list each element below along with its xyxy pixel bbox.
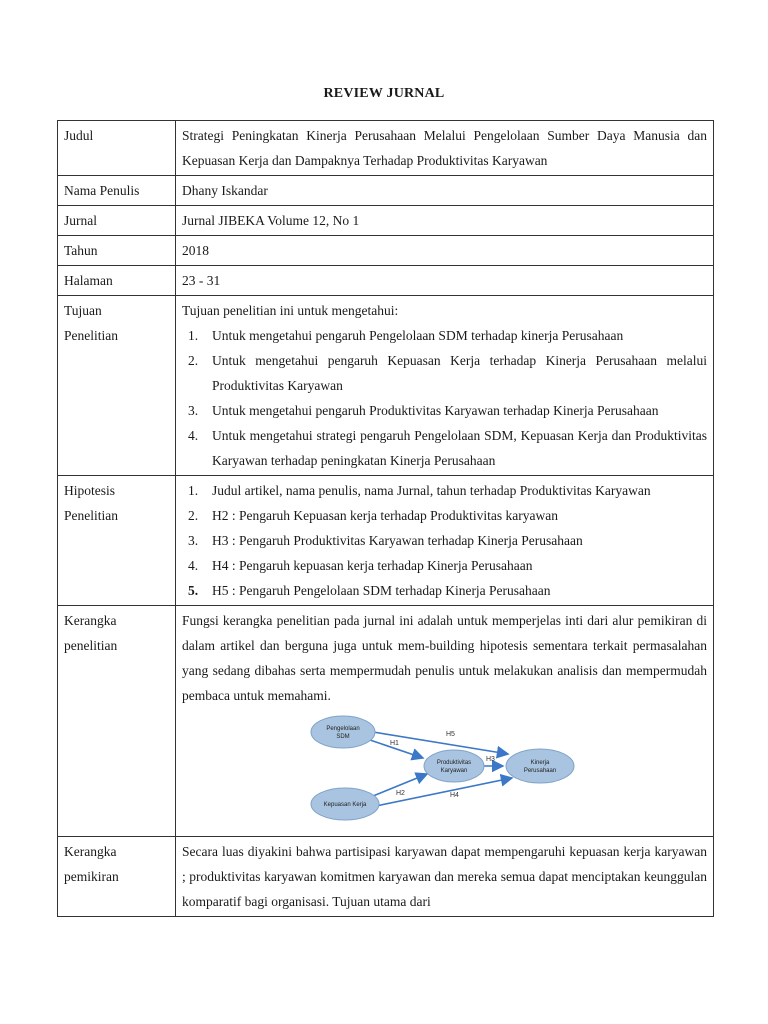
label-jurnal: Jurnal bbox=[58, 206, 176, 236]
research-framework-diagram bbox=[310, 714, 580, 826]
kerangka-pemikiran-text: Secara luas diyakini bahwa partisipasi karyawan dapat mempengaruhi kepuasan kerja karyawan ; produktivitas karyawan komitmen karyawan dan mereka semua dapat menciptakan keunggulan komparatif bagi organisasi. Tujuan utama dari bbox=[182, 844, 707, 909]
page-title: REVIEW JURNAL bbox=[323, 86, 445, 101]
row-tahun bbox=[58, 236, 714, 266]
value-hipotesis bbox=[176, 476, 714, 606]
node-label: Karyawan bbox=[440, 768, 467, 774]
label-kpm-line2: pemikiran bbox=[64, 869, 119, 884]
label-tujuan-line1: Tujuan bbox=[64, 303, 102, 318]
value-judul: Strategi Peningkatan Kinerja Perusahaan Melalui Pengelolaan Sumber Daya Manusia dan Kepuasan Kerja dan Dampaknya Terhadap Produktivitas Karyawan bbox=[176, 121, 714, 176]
value-penulis: Dhany Iskandar bbox=[176, 176, 714, 206]
label-tahun: Tahun bbox=[58, 236, 176, 266]
node-label: Kepuasan Kerja bbox=[323, 802, 366, 808]
value-tujuan bbox=[176, 296, 714, 476]
node-label: Pengelolaan bbox=[325, 726, 360, 732]
list-item: 3. H3 : Pengaruh Produktivitas Karyawan terhadap Kinerja Perusahaan bbox=[188, 533, 583, 548]
label-halaman: Halaman bbox=[58, 266, 176, 296]
label-kp-line1: Kerangka bbox=[64, 613, 117, 628]
value-kerangka-penelitian bbox=[176, 606, 714, 837]
edge-label: H4 bbox=[449, 792, 459, 799]
list-item: 4. Untuk mengetahui strategi pengaruh Pengelolaan SDM, Kepuasan Kerja dan Produktivitas Karyawan terhadap peningkatan Kinerja Perusahaan bbox=[188, 428, 707, 468]
node-produktivitas-karyawan bbox=[424, 750, 484, 782]
list-item: 3. Untuk mengetahui pengaruh Produktivitas Karyawan terhadap Kinerja Perusahaan bbox=[188, 403, 659, 418]
label-judul: Judul bbox=[58, 121, 176, 176]
tujuan-list bbox=[182, 323, 707, 473]
label-hipotesis bbox=[58, 476, 176, 606]
row-jurnal bbox=[58, 206, 714, 236]
label-tujuan-line2: Penelitian bbox=[64, 328, 118, 343]
edge-label: H5 bbox=[445, 731, 455, 738]
label-penulis: Nama Penulis bbox=[58, 176, 176, 206]
label-hipotesis-line2: Penelitian bbox=[64, 508, 118, 523]
node-label: Kinerja bbox=[530, 760, 549, 766]
row-judul bbox=[58, 121, 714, 176]
node-pengelolaan-sdm bbox=[311, 716, 375, 748]
value-jurnal: Jurnal JIBEKA Volume 12, No 1 bbox=[176, 206, 714, 236]
label-kp-line2: penelitian bbox=[64, 638, 118, 653]
list-item: 2. H2 : Pengaruh Kepuasan kerja terhadap Produktivitas karyawan bbox=[188, 508, 559, 523]
label-kerangka-penelitian bbox=[58, 606, 176, 837]
tujuan-intro: Tujuan penelitian ini untuk mengetahui: bbox=[182, 303, 399, 318]
edge-label: H1 bbox=[389, 740, 399, 747]
list-item: 1. Untuk mengetahui pengaruh Pengelolaan SDM terhadap kinerja Perusahaan bbox=[188, 328, 624, 343]
value-halaman: 23 - 31 bbox=[176, 266, 714, 296]
review-table bbox=[57, 120, 714, 917]
node-label: SDM bbox=[335, 734, 350, 740]
node-label: Perusahaan bbox=[523, 768, 556, 774]
row-penulis bbox=[58, 176, 714, 206]
edge-label: H2 bbox=[395, 790, 405, 797]
list-item: 4. H4 : Pengaruh kepuasan kerja terhadap Kinerja Perusahaan bbox=[188, 558, 533, 573]
label-tujuan bbox=[58, 296, 176, 476]
node-label: Produktivitas bbox=[436, 760, 471, 766]
row-hipotesis bbox=[58, 476, 714, 606]
list-item: 1. Judul artikel, nama penulis, nama Jurnal, tahun terhadap Produktivitas Karyawan bbox=[188, 483, 651, 498]
row-halaman bbox=[58, 266, 714, 296]
hipotesis-list bbox=[182, 478, 707, 603]
list-item: 5. H5 : Pengaruh Pengelolaan SDM terhadap Kinerja Perusahaan bbox=[188, 583, 551, 598]
row-kerangka-penelitian bbox=[58, 606, 714, 837]
row-tujuan bbox=[58, 296, 714, 476]
node-kinerja-perusahaan bbox=[506, 749, 574, 783]
value-kerangka-pemikiran bbox=[176, 837, 714, 917]
kerangka-penelitian-text: Fungsi kerangka penelitian pada jurnal ini adalah untuk memperjelas inti dari alur pemikiran di dalam artikel dan berguna juga untuk mem-building hipotesis sementara terkait permasalahan yang sedang dibahas serta mempermudah penulis untuk melakukan analisis dan mempermudah pembaca untuk memahami. bbox=[182, 613, 707, 703]
label-hipotesis-line1: Hipotesis bbox=[64, 483, 116, 498]
label-kpm-line1: Kerangka bbox=[64, 844, 117, 859]
list-item: 2. Untuk mengetahui pengaruh Kepuasan Kerja terhadap Kinerja Perusahaan melalui Produktivitas Karyawan bbox=[188, 353, 707, 393]
value-tahun: 2018 bbox=[176, 236, 714, 266]
edge-label: H3 bbox=[485, 756, 495, 763]
row-kerangka-pemikiran bbox=[58, 837, 714, 917]
label-kerangka-pemikiran bbox=[58, 837, 176, 917]
